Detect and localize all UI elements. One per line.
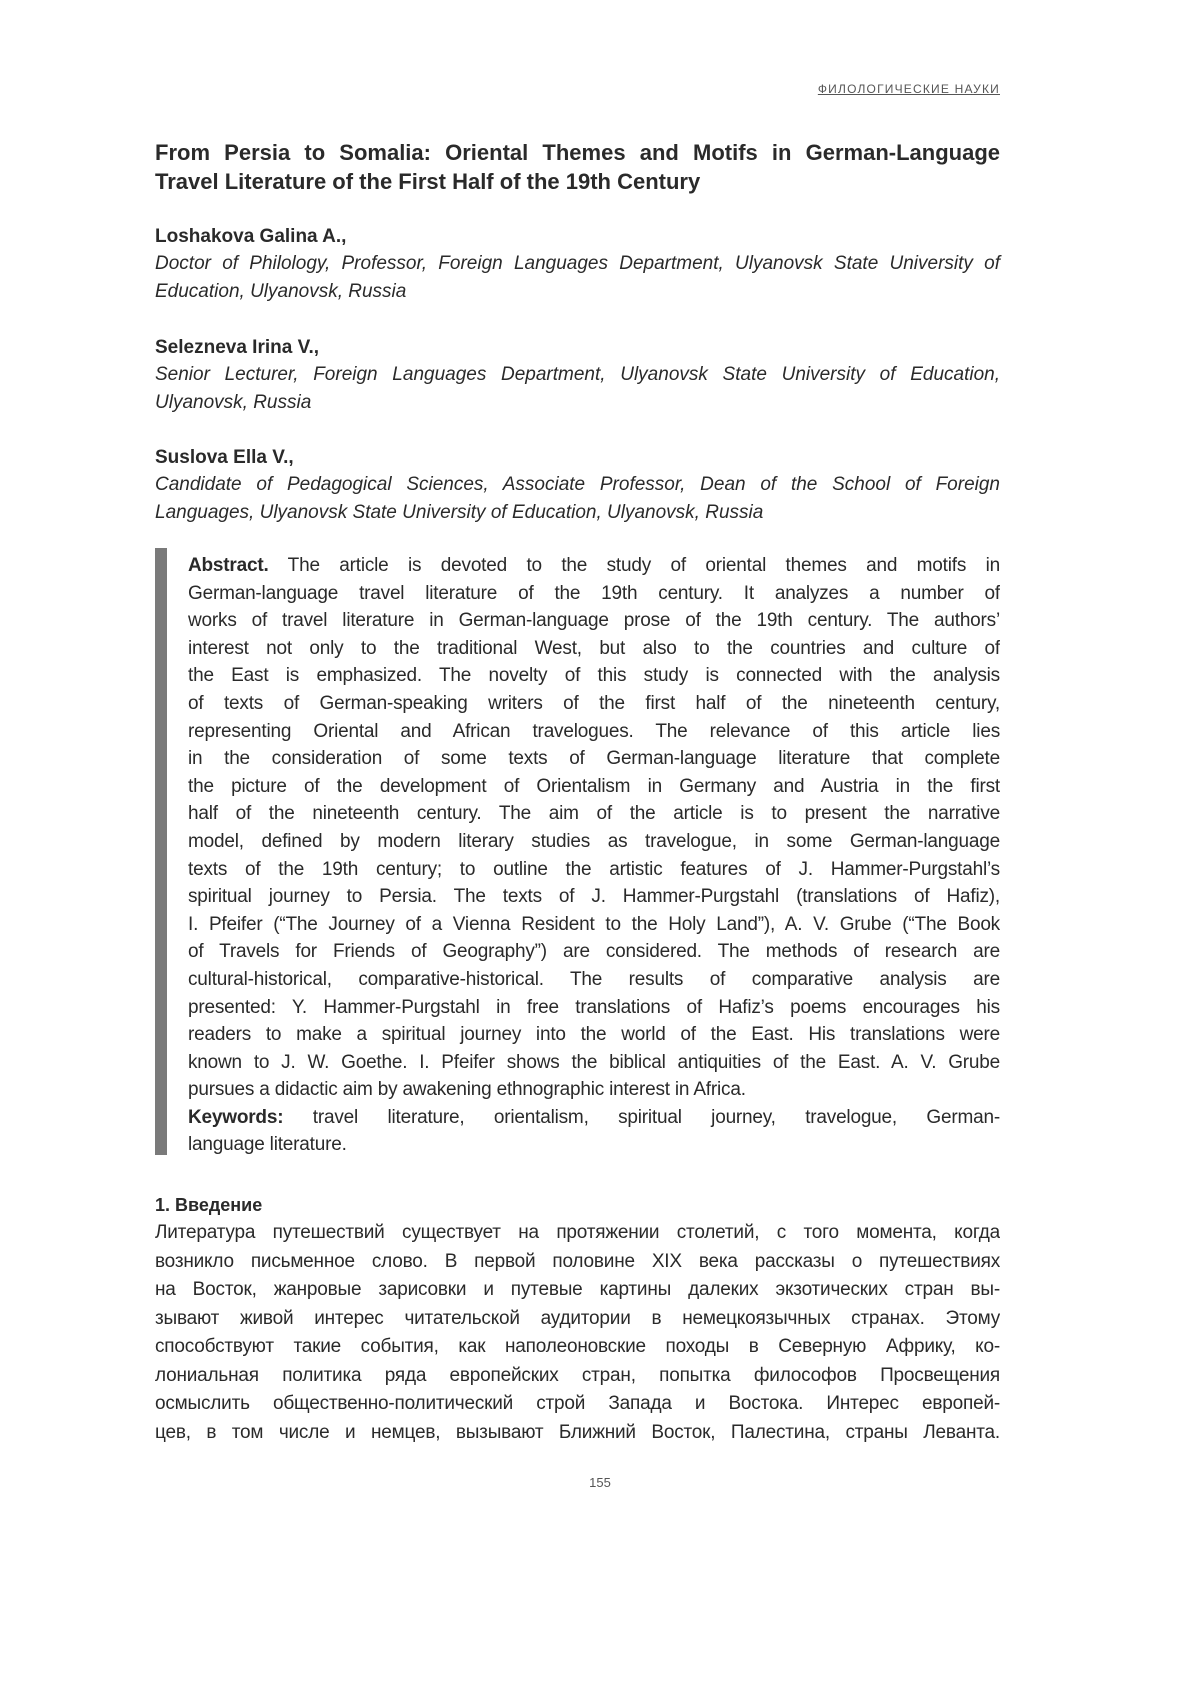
author-block — [155, 445, 1000, 527]
journal-section-header: ФИЛОЛОГИЧЕСКИЕ НАУКИ — [817, 82, 1000, 96]
abstract-line: presented: Y. Hammer-Purgstahl in free translations of Hafiz’s poems encourages his — [188, 996, 1000, 1018]
abstract-line: half of the nineteenth century. The aim of the article is to present the narrative — [188, 803, 1000, 825]
keywords-line — [188, 1104, 1000, 1132]
abstract-line: readers to make a spiritual journey into the world of the East. His translations were — [188, 1024, 1000, 1046]
section-heading: 1. Введение — [155, 1195, 263, 1215]
keywords-line: language literature. — [188, 1134, 347, 1156]
abstract-label: Abstract. — [188, 555, 269, 576]
author-block — [155, 335, 1000, 417]
paragraph-line: способствуют такие события, как наполеоновские походы в Северную Африку, ко- — [155, 1336, 1000, 1357]
author-affiliation — [155, 471, 1000, 527]
article-title — [155, 138, 1000, 196]
author-name: Loshakova Galina A., — [155, 226, 347, 247]
author-block — [155, 224, 1000, 306]
section-body — [155, 1219, 1000, 1447]
keywords-label: Keywords: — [188, 1106, 284, 1128]
abstract-block — [155, 548, 1000, 1155]
page-number: 155 — [589, 1475, 611, 1490]
abstract-line: the picture of the development of Orientalism in Germany and Austria in the first — [188, 775, 1000, 797]
abstract-line: of texts of German-speaking writers of the first half of the nineteenth century, — [188, 692, 1000, 714]
introduction-section — [155, 1193, 1000, 1447]
paragraph-line: зывают живой интерес читательской аудитории в немецкоязычных странах. Этому — [155, 1307, 1000, 1329]
abstract-line: interest not only to the traditional West, but also to the countries and culture of — [188, 637, 1000, 659]
paragraph-line: цев, в том числе и немцев, вызывают Ближний Восток, Палестина, страны Леванта. — [155, 1421, 1000, 1443]
paragraph-line: осмыслить общественно-политический строй Запада и Востока. Интерес европей- — [155, 1393, 1000, 1414]
paragraph-line: Литература путешествий существует на протяжении столетий, с того момента, когда — [155, 1222, 1000, 1243]
abstract-line: pursues a didactic aim by awakening ethnographic interest in Africa. — [188, 1079, 746, 1101]
abstract-line: texts of the 19th century; to outline the artistic features of J. Hammer-Purgstahl’s — [188, 858, 1000, 880]
abstract-line: model, defined by modern literary studies as travelogue, in some German-language — [188, 830, 1000, 852]
affiliation-line: Candidate of Pedagogical Sciences, Associate Professor, Dean of the School of Foreign — [155, 474, 1000, 495]
paragraph-line: на Восток, жанровые зарисовки и путевые картины далеких экзотических стран вы- — [155, 1279, 1000, 1300]
affiliation-line: Senior Lecturer, Foreign Languages Department, Ulyanovsk State University of Education, — [155, 364, 1000, 385]
abstract-line: German-language travel literature of the 19th century. It analyzes a number of — [188, 582, 1000, 604]
abstract-line: I. Pfeifer (“The Journey of a Vienna Resident to the Holy Land”), A. V. Grube (“The Book — [188, 913, 1000, 935]
abstract-line: in the consideration of some texts of German-language literature that complete — [188, 748, 1000, 770]
author-affiliation — [155, 361, 1000, 417]
abstract-line: known to J. W. Goethe. I. Pfeifer shows the biblical antiquities of the East. A. V. Grube — [188, 1051, 1000, 1073]
title-line: From Persia to Somalia: Oriental Themes and Motifs in German-Language — [155, 140, 1000, 165]
author-name: Suslova Ella V., — [155, 447, 294, 468]
abstract-text — [188, 552, 1000, 1159]
abstract-line-text: The article is devoted to the study of oriental themes and motifs in — [268, 555, 1000, 576]
abstract-line — [188, 552, 1000, 580]
abstract-line: cultural-historical, comparative-historical. The results of comparative analysis are — [188, 968, 1000, 990]
title-line: Travel Literature of the First Half of the 19th Century — [155, 169, 701, 194]
abstract-line: spiritual journey to Persia. The texts of J. Hammer-Purgstahl (translations of Hafiz), — [188, 886, 1000, 908]
author-affiliation — [155, 250, 1000, 306]
abstract-line: representing Oriental and African travelogues. The relevance of this article lies — [188, 720, 1000, 742]
affiliation-line: Education, Ulyanovsk, Russia — [155, 281, 407, 302]
abstract-line: works of travel literature in German-language prose of the 19th century. The authors’ — [188, 610, 1000, 632]
abstract-side-bar — [155, 548, 167, 1155]
paragraph-line: лониальная политика ряда европейских стран, попытка философов Просвещения — [155, 1364, 1000, 1386]
affiliation-line: Languages, Ulyanovsk State University of Education, Ulyanovsk, Russia — [155, 502, 764, 523]
affiliation-line: Ulyanovsk, Russia — [155, 392, 312, 413]
affiliation-line: Doctor of Philology, Professor, Foreign Languages Department, Ulyanovsk State University of — [155, 253, 1000, 274]
author-name: Selezneva Irina V., — [155, 337, 320, 358]
abstract-line: the East is emphasized. The novelty of this study is connected with the analysis — [188, 665, 1000, 687]
abstract-line: of Travels for Friends of Geography”) are considered. The methods of research are — [188, 941, 1000, 963]
keywords-text: travel literature, orientalism, spiritual journey, travelogue, German- — [283, 1106, 1000, 1128]
paragraph-line: возникло письменное слово. В первой половине XIX века рассказы о путешествиях — [155, 1250, 1000, 1272]
